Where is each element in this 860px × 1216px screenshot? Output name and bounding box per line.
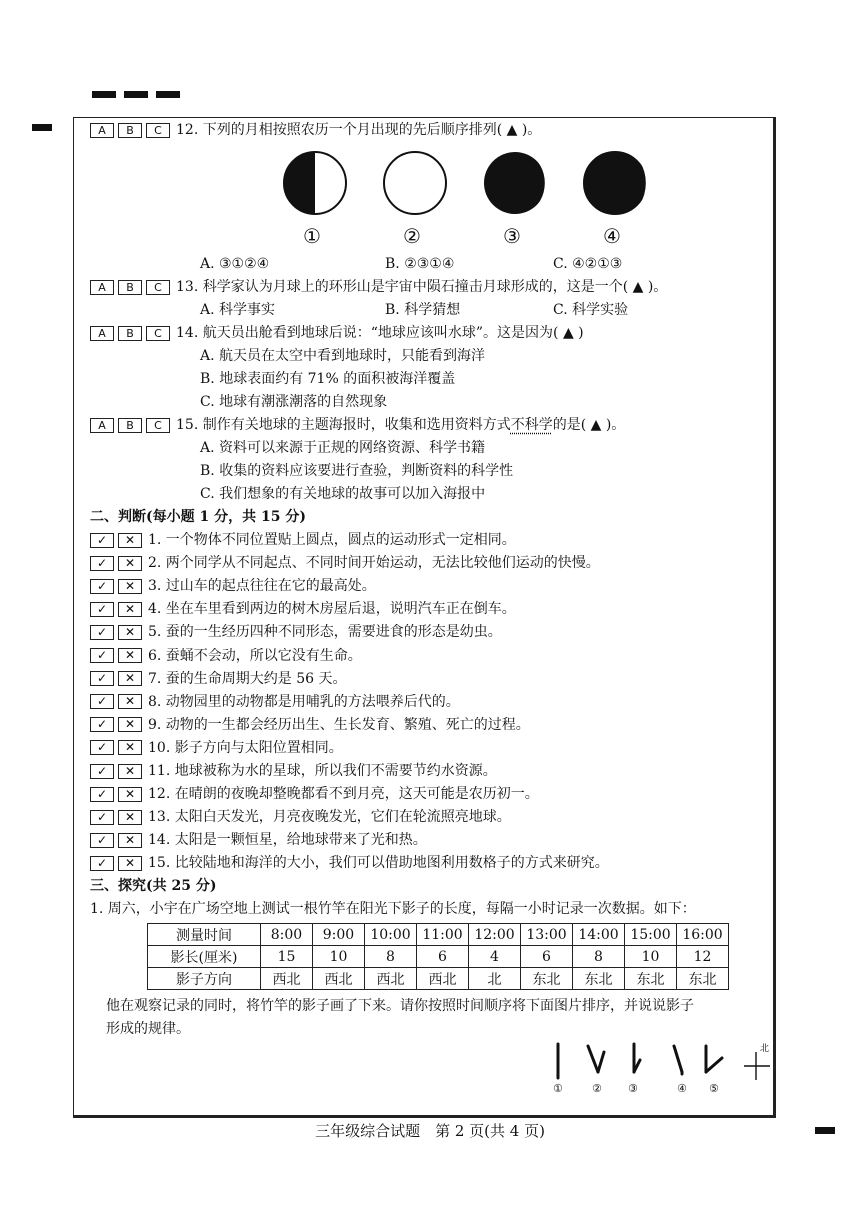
table-cell: 12 bbox=[677, 946, 729, 968]
judgment-item bbox=[90, 853, 609, 873]
false-box[interactable]: ✕ bbox=[118, 717, 142, 732]
false-box[interactable]: ✕ bbox=[118, 533, 142, 548]
option-a: A. 资料可以来源于正规的网络资源、科学书籍 bbox=[200, 440, 486, 456]
option-b: B. ②③①④ bbox=[385, 256, 455, 272]
table-cell: 10 bbox=[625, 946, 677, 968]
table-cell: 8 bbox=[573, 946, 625, 968]
table-cell: 东北 bbox=[573, 968, 625, 990]
false-box[interactable]: ✕ bbox=[118, 602, 142, 617]
moon-phase-1-icon bbox=[282, 150, 348, 216]
table-header: 影长(厘米) bbox=[148, 946, 261, 968]
choice-boxes[interactable] bbox=[90, 277, 174, 297]
judgment-text: 9. 动物的一生都会经历出生、生长发育、繁殖、死亡的过程。 bbox=[148, 716, 530, 733]
shadow-label-2: ② bbox=[592, 1082, 602, 1095]
option-b: B. 科学猜想 bbox=[385, 302, 461, 318]
option-c: C. 地球有潮涨潮落的自然现象 bbox=[200, 394, 388, 410]
north-label: 北 bbox=[760, 1044, 770, 1054]
true-false-boxes[interactable] bbox=[90, 530, 146, 550]
table-cell: 12:00 bbox=[469, 924, 521, 946]
table-cell: 东北 bbox=[625, 968, 677, 990]
judgment-item bbox=[90, 576, 376, 596]
compass-icon bbox=[744, 1052, 770, 1080]
true-box[interactable]: ✓ bbox=[90, 602, 114, 617]
true-false-boxes[interactable] bbox=[90, 646, 146, 666]
moon-phase-2-icon bbox=[382, 150, 448, 216]
false-box[interactable]: ✕ bbox=[118, 648, 142, 663]
table-cell: 11:00 bbox=[417, 924, 469, 946]
shadow-3-icon bbox=[634, 1044, 640, 1072]
shadow-label-1: ① bbox=[553, 1082, 563, 1095]
choice-box-a[interactable]: A bbox=[90, 418, 114, 433]
true-box[interactable]: ✓ bbox=[90, 579, 114, 594]
judgment-item bbox=[90, 761, 497, 781]
table-cell: 8 bbox=[365, 946, 417, 968]
moon-phase-4-icon bbox=[582, 150, 648, 216]
judgment-text: 5. 蚕的一生经历四种不同形态，需要进食的形态是幼虫。 bbox=[148, 624, 502, 641]
scan-marker-top-1 bbox=[92, 91, 116, 98]
shadow-4-icon bbox=[674, 1046, 682, 1074]
shadow-2-icon bbox=[588, 1046, 604, 1072]
table-cell: 13:00 bbox=[521, 924, 573, 946]
judgment-text: 6. 蚕蛹不会动，所以它没有生命。 bbox=[148, 647, 362, 664]
judgment-text: 11. 地球被称为水的星球，所以我们不需要节约水资源。 bbox=[148, 763, 497, 779]
choice-boxes[interactable] bbox=[90, 120, 174, 140]
true-box[interactable]: ✓ bbox=[90, 740, 114, 755]
false-box[interactable]: ✕ bbox=[118, 694, 142, 709]
scan-marker-left bbox=[32, 124, 52, 131]
option-b: B. 地球表面约有 71% 的面积被海洋覆盖 bbox=[200, 371, 456, 387]
moon-label-4: ④ bbox=[603, 224, 621, 248]
judgment-item bbox=[90, 715, 530, 735]
table-cell: 9:00 bbox=[313, 924, 365, 946]
false-box[interactable]: ✕ bbox=[118, 671, 142, 686]
moon-phase-3-icon bbox=[482, 150, 548, 216]
judgment-item bbox=[90, 738, 343, 758]
judgment-text: 1. 一个物体不同位置贴上圆点，圆点的运动形式一定相同。 bbox=[148, 532, 516, 548]
table-cell: 10 bbox=[313, 946, 365, 968]
true-false-boxes[interactable] bbox=[90, 692, 146, 712]
moon-label-2: ② bbox=[403, 224, 421, 248]
judgment-item bbox=[90, 622, 502, 642]
question-12 bbox=[90, 120, 541, 140]
judgment-item bbox=[90, 807, 511, 827]
true-false-boxes[interactable] bbox=[90, 784, 146, 804]
section-heading-inquiry: 三、探究(共 25 分) bbox=[90, 878, 217, 894]
false-box[interactable]: ✕ bbox=[118, 833, 142, 848]
true-box[interactable]: ✓ bbox=[90, 625, 114, 640]
table-row bbox=[148, 924, 729, 946]
false-box[interactable]: ✕ bbox=[118, 856, 142, 871]
option-c: C. ④②①③ bbox=[553, 256, 623, 272]
question-15 bbox=[90, 415, 625, 435]
true-false-boxes[interactable] bbox=[90, 622, 146, 642]
false-box[interactable]: ✕ bbox=[118, 764, 142, 779]
question-text: 15. 制作有关地球的主题海报时，收集和选用资料方式 bbox=[176, 417, 511, 433]
true-false-boxes[interactable] bbox=[90, 715, 146, 735]
judgment-item bbox=[90, 553, 600, 573]
true-false-boxes[interactable] bbox=[90, 599, 146, 619]
table-cell: 8:00 bbox=[261, 924, 313, 946]
true-false-boxes[interactable] bbox=[90, 738, 146, 758]
table-cell: 15:00 bbox=[625, 924, 677, 946]
false-box[interactable]: ✕ bbox=[118, 579, 142, 594]
table-header: 测量时间 bbox=[148, 924, 261, 946]
table-cell: 西北 bbox=[261, 968, 313, 990]
table-cell: 10:00 bbox=[365, 924, 417, 946]
shadow-5-icon bbox=[706, 1046, 722, 1072]
option-c: C. 我们想象的有关地球的故事可以加入海报中 bbox=[200, 486, 486, 502]
choice-boxes[interactable] bbox=[90, 323, 174, 343]
scan-marker-top-3 bbox=[156, 91, 180, 98]
true-box[interactable]: ✓ bbox=[90, 694, 114, 709]
true-box[interactable]: ✓ bbox=[90, 833, 114, 848]
option-a: A. ③①②④ bbox=[200, 256, 270, 272]
table-cell: 16:00 bbox=[677, 924, 729, 946]
question-14 bbox=[90, 323, 584, 343]
false-box[interactable]: ✕ bbox=[118, 787, 142, 802]
judgment-item bbox=[90, 530, 516, 550]
true-box[interactable]: ✓ bbox=[90, 764, 114, 779]
true-false-boxes[interactable] bbox=[90, 576, 146, 596]
option-b: B. 收集的资料应该要进行查验，判断资料的科学性 bbox=[200, 463, 514, 479]
table-cell: 北 bbox=[469, 968, 521, 990]
choice-box-a[interactable]: A bbox=[90, 326, 114, 341]
choice-box-b[interactable]: B bbox=[118, 280, 142, 295]
table-cell: 西北 bbox=[417, 968, 469, 990]
table-row bbox=[148, 946, 729, 968]
true-box[interactable]: ✓ bbox=[90, 648, 114, 663]
true-box[interactable]: ✓ bbox=[90, 717, 114, 732]
judgment-text: 8. 动物园里的动物都是用哺乳的方法喂养后代的。 bbox=[148, 693, 460, 710]
judgment-item bbox=[90, 830, 427, 850]
true-false-boxes[interactable] bbox=[90, 853, 146, 873]
true-false-boxes[interactable] bbox=[90, 669, 146, 689]
judgment-text: 14. 太阳是一颗恒星，给地球带来了光和热。 bbox=[148, 832, 427, 849]
shadow-label-3: ③ bbox=[628, 1082, 638, 1095]
choice-box-b[interactable]: B bbox=[118, 123, 142, 138]
inquiry-intro: 1. 周六，小宇在广场空地上测试一根竹竿在阳光下影子的长度，每隔一小时记录一次数据。如下： bbox=[90, 901, 696, 917]
false-box[interactable]: ✕ bbox=[118, 810, 142, 825]
option-a: A. 科学事实 bbox=[200, 302, 276, 318]
true-box[interactable]: ✓ bbox=[90, 810, 114, 825]
true-box[interactable]: ✓ bbox=[90, 533, 114, 548]
choice-box-c[interactable]: C bbox=[146, 418, 170, 433]
judgment-item bbox=[90, 692, 460, 712]
shadow-label-5: ⑤ bbox=[709, 1082, 719, 1095]
page-footer: 三年级综合试题 第 2 页(共 4 页) bbox=[315, 1122, 545, 1140]
judgment-item bbox=[90, 669, 347, 689]
table-header: 影子方向 bbox=[148, 968, 261, 990]
table-cell: 6 bbox=[417, 946, 469, 968]
choice-box-b[interactable]: B bbox=[118, 418, 142, 433]
moon-label-1: ① bbox=[303, 224, 321, 248]
choice-box-a[interactable]: A bbox=[90, 280, 114, 295]
judgment-item bbox=[90, 599, 516, 619]
shadow-label-4: ④ bbox=[677, 1082, 687, 1095]
moon-label-3: ③ bbox=[503, 224, 521, 248]
emphasis-dotted-text: 不科学 bbox=[510, 417, 553, 433]
option-c: C. 科学实验 bbox=[553, 302, 629, 318]
judgment-text: 13. 太阳白天发光，月亮夜晚发光，它们在轮流照亮地球。 bbox=[148, 809, 511, 826]
true-box[interactable]: ✓ bbox=[90, 787, 114, 802]
judgment-text: 7. 蚕的生命周期大约是 56 天。 bbox=[148, 670, 347, 687]
true-false-boxes[interactable] bbox=[90, 807, 146, 827]
judgment-text: 12. 在晴朗的夜晚却整晚都看不到月亮，这天可能是农历初一。 bbox=[148, 786, 539, 803]
question-text: 12. 下列的月相按照农历一个月出现的先后顺序排列( ▲ )。 bbox=[176, 122, 542, 138]
choice-box-a[interactable]: A bbox=[90, 123, 114, 138]
true-box[interactable]: ✓ bbox=[90, 856, 114, 871]
table-cell: 东北 bbox=[521, 968, 573, 990]
section-heading-judgment: 二、判断(每小题 1 分，共 15 分) bbox=[90, 509, 306, 525]
true-box[interactable]: ✓ bbox=[90, 671, 114, 686]
question-text-end: 的是( ▲ )。 bbox=[552, 417, 626, 433]
judgment-text: 2. 两个同学从不同起点、不同时间开始运动，无法比较他们运动的快慢。 bbox=[148, 555, 600, 572]
judgment-item bbox=[90, 646, 362, 666]
false-box[interactable]: ✕ bbox=[118, 625, 142, 640]
table-cell: 14:00 bbox=[573, 924, 625, 946]
judgment-text: 4. 坐在车里看到两边的树木房屋后退，说明汽车正在倒车。 bbox=[148, 601, 516, 618]
choice-box-b[interactable]: B bbox=[118, 326, 142, 341]
false-box[interactable]: ✕ bbox=[118, 740, 142, 755]
table-cell: 15 bbox=[261, 946, 313, 968]
question-13 bbox=[90, 277, 667, 297]
table-row bbox=[148, 968, 729, 990]
choice-boxes[interactable] bbox=[90, 415, 174, 435]
true-false-boxes[interactable] bbox=[90, 830, 146, 850]
shadow-data-table bbox=[147, 923, 729, 990]
table-cell: 4 bbox=[469, 946, 521, 968]
judgment-text: 10. 影子方向与太阳位置相同。 bbox=[148, 739, 343, 756]
true-false-boxes[interactable] bbox=[90, 761, 146, 781]
question-text: 13. 科学家认为月球上的环形山是宇宙中陨石撞击月球形成的，这是一个( ▲ )。 bbox=[176, 279, 668, 295]
table-cell: 6 bbox=[521, 946, 573, 968]
judgment-text: 3. 过山车的起点往往在它的最高处。 bbox=[148, 578, 376, 595]
choice-box-c[interactable]: C bbox=[146, 123, 170, 138]
true-false-boxes[interactable] bbox=[90, 553, 146, 573]
choice-box-c[interactable]: C bbox=[146, 326, 170, 341]
table-cell: 东北 bbox=[677, 968, 729, 990]
true-box[interactable]: ✓ bbox=[90, 556, 114, 571]
inquiry-text-line-2: 形成的规律。 bbox=[106, 1021, 190, 1037]
shadow-figures bbox=[540, 1040, 780, 1082]
question-text: 14. 航天员出舱看到地球后说：“地球应该叫水球”。这是因为( ▲ ) bbox=[176, 325, 584, 341]
inquiry-text-line-1: 他在观察记录的同时，将竹竿的影子画了下来。请你按照时间顺序将下面图片排序，并说说影子 bbox=[106, 998, 694, 1014]
choice-box-c[interactable]: C bbox=[146, 280, 170, 295]
judgment-item bbox=[90, 784, 539, 804]
scan-marker-top-2 bbox=[124, 91, 148, 98]
table-cell: 西北 bbox=[365, 968, 417, 990]
table-cell: 西北 bbox=[313, 968, 365, 990]
judgment-text: 15. 比较陆地和海洋的大小，我们可以借助地图利用数格子的方式来研究。 bbox=[148, 855, 609, 872]
false-box[interactable]: ✕ bbox=[118, 556, 142, 571]
option-a: A. 航天员在太空中看到地球时，只能看到海洋 bbox=[200, 348, 486, 364]
